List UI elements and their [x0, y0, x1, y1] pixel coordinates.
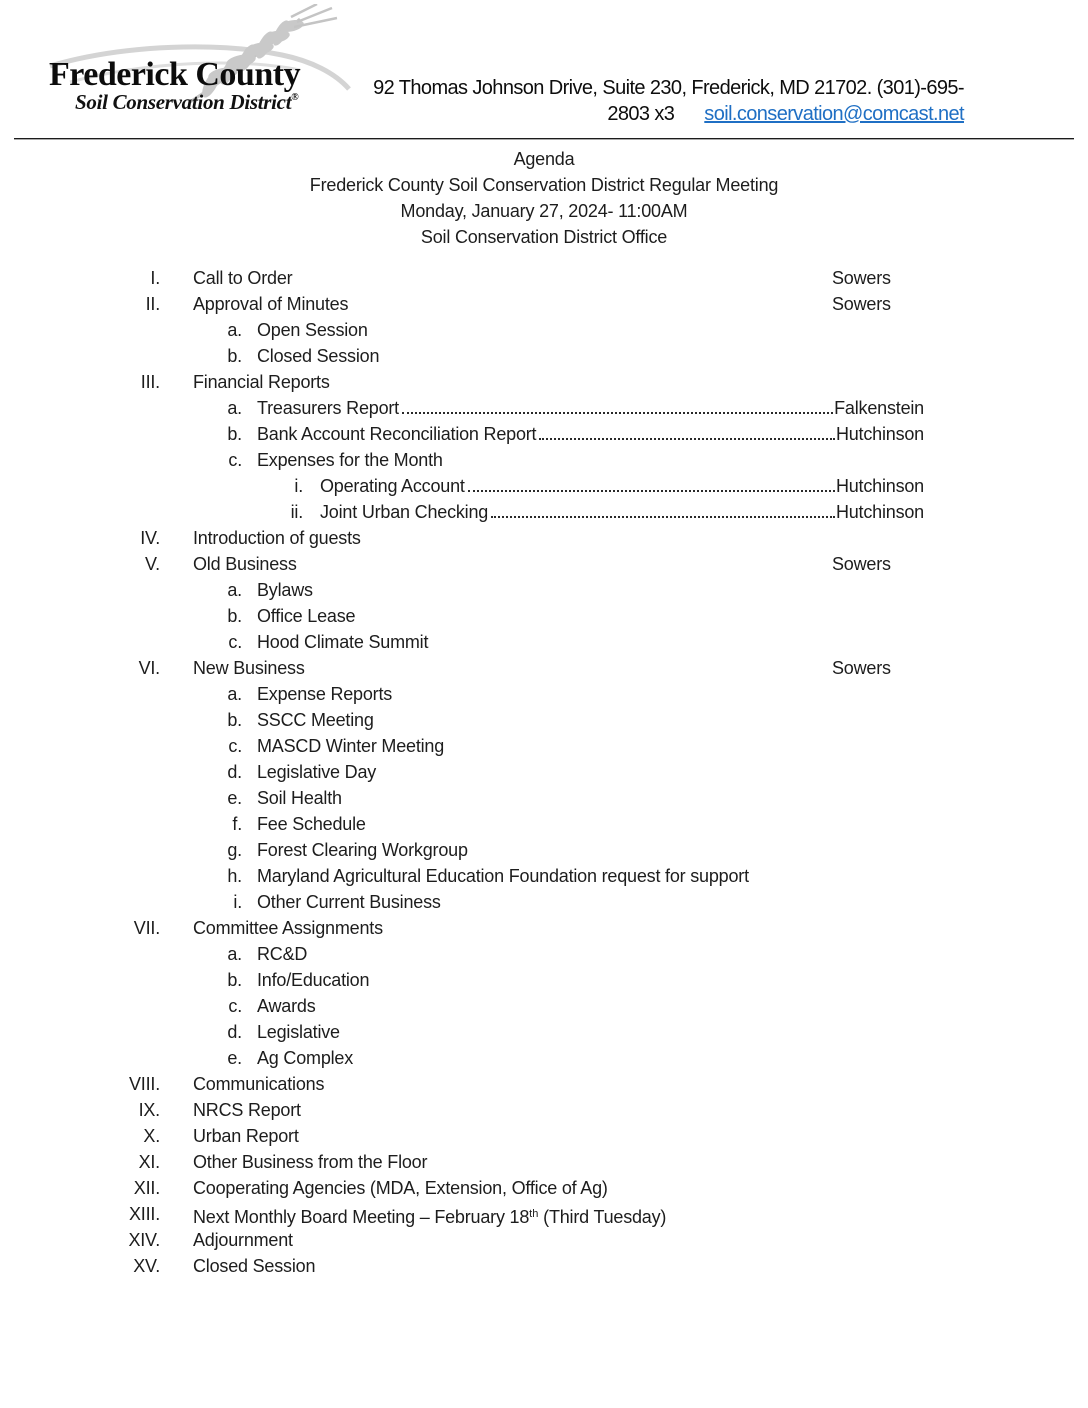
agenda-item [0, 1253, 1088, 1279]
item-marker: a. [227, 944, 242, 964]
agenda-item [0, 1175, 1088, 1201]
agenda-list [0, 265, 1088, 1279]
item-marker: g. [227, 840, 242, 860]
item-marker: IV. [140, 528, 160, 548]
item-text: Awards [257, 996, 316, 1016]
meeting-datetime: Monday, January 27, 2024- 11:00AM [400, 201, 688, 221]
item-text: Urban Report [193, 1126, 299, 1146]
item-marker: b. [227, 346, 242, 366]
item-text: Office Lease [257, 606, 356, 626]
item-text: Committee Assignments [193, 918, 383, 938]
item-text: Old Business [193, 554, 297, 574]
item-text: Legislative [257, 1022, 340, 1042]
item-text: Adjournment [193, 1230, 293, 1250]
document-type: Agenda [513, 149, 575, 169]
assignee-name: Hutchinson [835, 502, 924, 522]
meeting-location: Soil Conservation District Office [420, 227, 668, 247]
item-marker: a. [227, 398, 242, 418]
item-marker: i. [233, 892, 242, 912]
dotted-leader [402, 395, 833, 414]
agenda-item [0, 525, 1088, 551]
item-text: MASCD Winter Meeting [257, 736, 445, 756]
item-marker: h. [227, 866, 242, 886]
agenda-item [0, 993, 1088, 1019]
agenda-item [0, 785, 1088, 811]
item-marker: VI. [138, 658, 160, 678]
item-marker: d. [227, 1022, 242, 1042]
item-text: Operating Account [320, 476, 465, 496]
agenda-item [0, 941, 1088, 967]
logo-title: Frederick County [49, 56, 301, 93]
item-text: Forest Clearing Workgroup [257, 840, 468, 860]
agenda-item [0, 1201, 1088, 1227]
header-divider [14, 138, 1074, 140]
address-line-1: 92 Thomas Johnson Drive, Suite 230, Frederick, MD 21702. (301)-695- [373, 77, 964, 99]
assignee-name: Hutchinson [835, 476, 924, 496]
item-text: New Business [193, 658, 305, 678]
item-marker: c. [228, 450, 242, 470]
assignee-name: Sowers [832, 268, 891, 288]
assignee-name: Sowers [832, 658, 891, 678]
address-line-2 [358, 101, 964, 127]
item-marker: e. [227, 788, 242, 808]
agenda-item [0, 577, 1088, 603]
item-text: Expenses for the Month [257, 450, 443, 470]
ordinal-suffix: th [529, 1208, 539, 1220]
item-marker: IX. [138, 1100, 160, 1120]
assignee-name: Hutchinson [835, 424, 924, 444]
item-text: Joint Urban Checking [320, 502, 489, 522]
dotted-leader [491, 499, 835, 518]
organization-logo [45, 4, 355, 114]
item-text: SSCC Meeting [257, 710, 374, 730]
agenda-item [0, 395, 1088, 421]
item-marker: V. [145, 554, 160, 574]
item-marker: c. [228, 996, 242, 1016]
email-link[interactable]: soil.conservation@comcast.net [704, 103, 964, 125]
item-marker: b. [227, 424, 242, 444]
agenda-item [0, 473, 1088, 499]
item-text: Legislative Day [257, 762, 377, 782]
item-text: NRCS Report [193, 1100, 301, 1120]
agenda-item [0, 681, 1088, 707]
item-text: Fee Schedule [257, 814, 366, 834]
agenda-item [0, 1123, 1088, 1149]
phone-extension: 2803 x3 [607, 103, 675, 125]
item-text: Expense Reports [257, 684, 393, 704]
address-block [358, 75, 964, 127]
assignee-name: Sowers [832, 554, 891, 574]
item-text: Approval of Minutes [193, 294, 349, 314]
agenda-item [0, 421, 1088, 447]
item-text: Cooperating Agencies (MDA, Extension, Office of Ag) [193, 1178, 608, 1198]
item-text: Other Business from the Floor [193, 1152, 428, 1172]
agenda-item [0, 551, 1088, 577]
item-text: Communications [193, 1074, 325, 1094]
assignee-name: Sowers [832, 294, 891, 314]
agenda-item [0, 1097, 1088, 1123]
item-marker: ii. [290, 502, 303, 522]
item-marker: d. [227, 762, 242, 782]
dotted-leader [539, 421, 835, 440]
registered-mark: ® [291, 92, 299, 103]
item-text: Treasurers Report [257, 398, 399, 418]
item-text: RC&D [257, 944, 308, 964]
agenda-item [0, 499, 1088, 525]
agenda-item [0, 1149, 1088, 1175]
item-marker: c. [228, 736, 242, 756]
item-text: Bank Account Reconciliation Report [257, 424, 537, 444]
item-marker: b. [227, 606, 242, 626]
agenda-item [0, 1019, 1088, 1045]
dotted-leader [468, 473, 835, 492]
item-marker: i. [294, 476, 303, 496]
item-marker: VIII. [128, 1074, 160, 1094]
agenda-item [0, 369, 1088, 395]
item-marker: a. [227, 320, 242, 340]
item-marker: XV. [133, 1256, 160, 1276]
item-marker: II. [145, 294, 160, 314]
item-text: Bylaws [257, 580, 313, 600]
agenda-item [0, 837, 1088, 863]
item-text: Financial Reports [193, 372, 330, 392]
item-marker: f. [232, 814, 242, 834]
item-text: Call to Order [193, 268, 293, 288]
agenda-item [0, 603, 1088, 629]
agenda-item [0, 733, 1088, 759]
item-marker: III. [140, 372, 160, 392]
item-marker: e. [227, 1048, 242, 1068]
agenda-item [0, 863, 1088, 889]
agenda-item [0, 265, 1088, 291]
agenda-item [0, 655, 1088, 681]
item-marker: XIII. [128, 1204, 160, 1224]
item-marker: c. [228, 632, 242, 652]
item-text: Soil Health [257, 788, 342, 808]
item-marker: VII. [133, 918, 160, 938]
item-text: Other Current Business [257, 892, 441, 912]
agenda-item [0, 915, 1088, 941]
agenda-item [0, 343, 1088, 369]
item-text: Closed Session [193, 1256, 316, 1276]
item-marker: I. [150, 268, 160, 288]
meeting-title: Frederick County Soil Conservation District Regular Meeting [309, 175, 779, 195]
item-text: Hood Climate Summit [257, 632, 429, 652]
item-text: Closed Session [257, 346, 380, 366]
item-text: Ag Complex [257, 1048, 354, 1068]
agenda-item [0, 1045, 1088, 1071]
item-text: Next Monthly Board Meeting – February 18th (Third Tuesday) [193, 1207, 667, 1227]
assignee-name: Falkenstein [834, 398, 924, 418]
agenda-item [0, 1071, 1088, 1097]
item-text: Introduction of guests [193, 528, 361, 548]
agenda-item [0, 1227, 1088, 1253]
agenda-item [0, 707, 1088, 733]
agenda-item [0, 967, 1088, 993]
item-marker: XI. [138, 1152, 160, 1172]
title-block [0, 146, 1088, 250]
agenda-item [0, 291, 1088, 317]
agenda-item [0, 889, 1088, 915]
agenda-item [0, 811, 1088, 837]
item-text: Maryland Agricultural Education Foundation request for support [257, 866, 749, 886]
item-marker: X. [143, 1126, 160, 1146]
item-marker: a. [227, 580, 242, 600]
item-marker: b. [227, 970, 242, 990]
item-marker: XIV. [128, 1230, 160, 1250]
agenda-item [0, 317, 1088, 343]
agenda-item [0, 759, 1088, 785]
logo-subtitle: Soil Conservation District® [75, 90, 299, 114]
item-text: Open Session [257, 320, 368, 340]
item-marker: b. [227, 710, 242, 730]
agenda-item [0, 629, 1088, 655]
item-marker: XII. [133, 1178, 160, 1198]
agenda-item [0, 447, 1088, 473]
item-marker: a. [227, 684, 242, 704]
item-text: Info/Education [257, 970, 370, 990]
